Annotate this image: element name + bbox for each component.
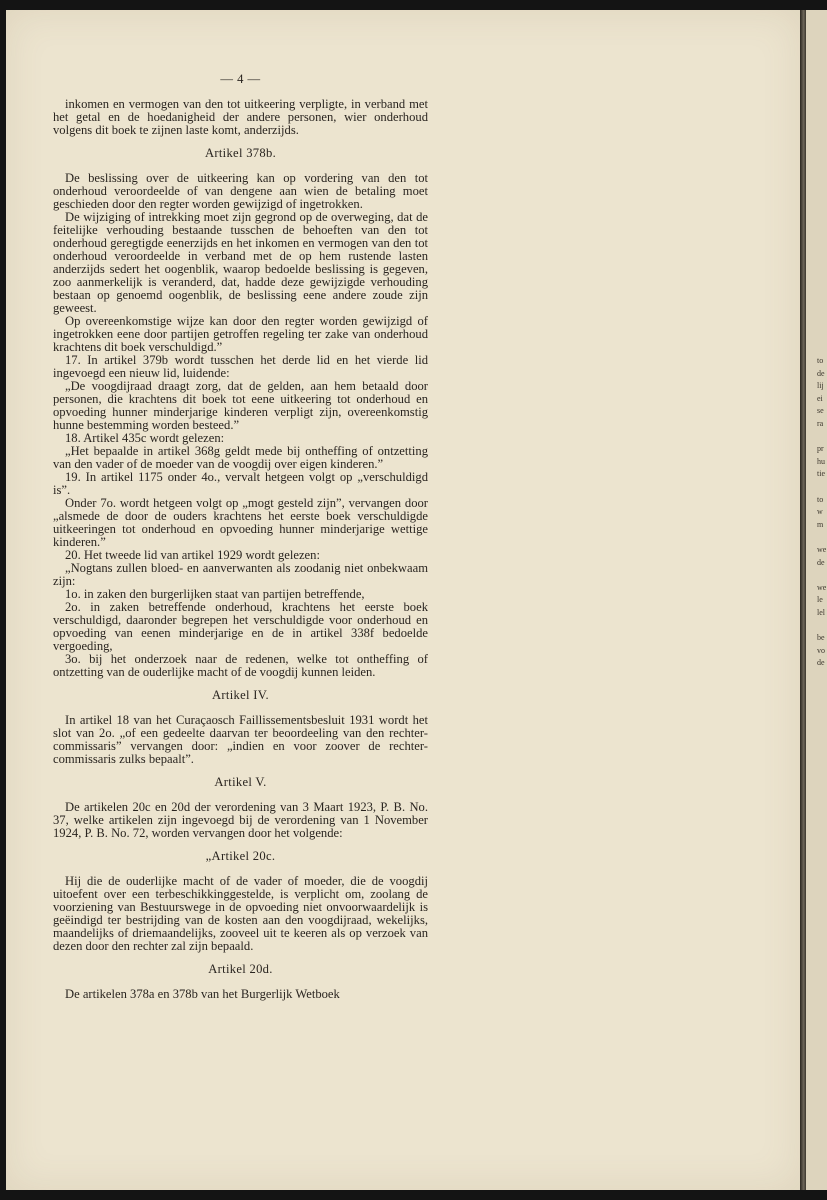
next-page-fragment: be <box>817 633 825 643</box>
paragraph: De artikelen 378a en 378b van het Burgerlijk Wetboek <box>65 987 340 1001</box>
next-page-fragment: pr <box>817 444 824 454</box>
paragraph: inkomen en vermogen van den tot uitkeering verpligte, in verband met het getal en de hoedanigheid der andere personen, wier onderhoud volgens dit boek te zijnen laste komt, anderzijds. <box>53 97 428 137</box>
article-heading: Artikel IV. <box>212 688 269 702</box>
paragraph: Hij die de ouderlijke macht of de vader of moeder, die de voogdij uitoefent over een terbeschikkinggestelde, is verplicht om, zoolang de voorziening van Bestuurswege in de opvoeding niet onvoorwaardelijk is geëindigd ter bestrijding van de kosten aan den voogdijraad, wekelijks, maandelijks of driemaandelijks, zooveel uit te keeren als op verzoek van dezen door den rechter zal zijn bepaald. <box>53 874 428 953</box>
next-page-fragment: lij <box>817 381 824 391</box>
next-page-fragment: we <box>817 582 827 592</box>
next-page-fragment: w <box>817 507 823 517</box>
next-page-fragment: to <box>817 356 824 365</box>
next-page-fragment: tie <box>817 469 825 479</box>
next-page-fragment: le <box>817 595 823 605</box>
paragraph: 18. Artikel 435c wordt gelezen: <box>65 431 225 445</box>
page-content <box>53 73 428 1001</box>
paragraph: 1o. in zaken den burgerlijken staat van partijen betreffende, <box>65 587 365 601</box>
paragraph: 17. In artikel 379b wordt tusschen het derde lid en het vierde lid ingevoegd een nieuw lid, luidende: <box>53 353 428 380</box>
paragraph: In artikel 18 van het Curaçaosch Faillissementsbesluit 1931 wordt het slot van 2o. „of een gedeelte daarvan ter beoordeeling van den rechter-commissaris” vervangen door: „indien en voor zoover de rechter-commissaris zulks bepaalt”. <box>53 713 428 766</box>
next-page-fragment: de <box>817 658 825 668</box>
paragraph: „De voogdijraad draagt zorg, dat de gelden, aan hem betaald door personen, die krachtens dit boek tot eene uitkeering tot onderhoud en opvoeding hunner minderjarige kinderen verpligt zijn, overeenkomstig hunne bestemming worden besteed.” <box>53 379 428 432</box>
paragraph: „Nogtans zullen bloed- en aanverwanten als zoodanig niet onbekwaam zijn: <box>53 561 428 588</box>
next-page-fragment: se <box>817 406 824 416</box>
next-page-fragment: ei <box>817 393 823 403</box>
next-page-fragment: de <box>817 368 825 378</box>
article-heading: „Artikel 20c. <box>205 849 276 863</box>
article-heading: Artikel 20d. <box>208 962 273 976</box>
paragraph: Onder 7o. wordt hetgeen volgt op „mogt gesteld zijn”, vervangen door „alsmede de door de ouders krachtens het eerste boek verschuldigde uitkeeringen tot onderhoud en opvoeding hunner minderjarige wettige kinderen.” <box>53 496 428 549</box>
text-body <box>53 98 428 1001</box>
paragraph: 20. Het tweede lid van artikel 1929 wordt gelezen: <box>65 548 320 562</box>
page-number: — 4 — <box>220 72 261 86</box>
next-page-fragment: hu <box>817 456 825 466</box>
next-page-fragment: m <box>817 519 824 529</box>
next-page-fragment: to <box>817 494 824 504</box>
next-page-fragment: vo <box>817 645 825 655</box>
paragraph: Op overeenkomstige wijze kan door den regter worden gewijzigd of ingetrokken eene door partijen getroffen regeling ter zake van onderhoud krachtens dit boek verschuldigd.” <box>53 314 428 354</box>
paragraph: De wijziging of intrekking moet zijn gegrond op de overweging, dat de feitelijke verhouding bestaande tusschen de behoeften van den tot onderhoud geregtigde eenerzijds en het inkomen en vermogen van den tot onderhoud veroordeelde in verband met de op hem rustende lasten anderzijds sedert het oogenblik, waarop bedoelde beslissing is gegeven, zoo aanmerkelijk is veranderd, dat, hadde deze gewijzigde verhouding bestaan op genoemd oogenblik, de beslissing eene andere zoude zijn geweest. <box>53 210 428 315</box>
paragraph: 19. In artikel 1175 onder 4o., vervalt hetgeen volgt op „verschuldigd is”. <box>53 470 428 497</box>
paragraph: „Het bepaalde in artikel 368g geldt mede bij ontheffing of ontzetting van den vader of de moeder van de voogdij over eigen kinderen.” <box>53 444 428 471</box>
next-page-fragment: ra <box>817 419 824 428</box>
article-heading: Artikel V. <box>214 775 267 789</box>
article-heading: Artikel 378b. <box>204 146 277 160</box>
next-page-fragment: we <box>817 545 827 554</box>
next-page-fragment: de <box>817 557 825 567</box>
next-page-edge <box>806 10 827 1190</box>
paragraph: De artikelen 20c en 20d der verordening van 3 Maart 1923, P. B. No. 37, welke artikelen zijn ingevoegd bij de verordening van 1 November 1924, P. B. No. 72, worden vervangen door het volgende: <box>53 800 428 840</box>
next-page-fragment: lel <box>817 608 825 617</box>
paragraph: 2o. in zaken betreffende onderhoud, krachtens het eerste boek verschuldigd, daaronder begrepen het verschuldigde voor onderhoud en opvoeding van eenen minderjarige en de in artikel 338f bedoelde vergoeding, <box>53 600 428 653</box>
paragraph: De beslissing over de uitkeering kan op vordering van den tot onderhoud veroordeelde of van dengene aan wien de betaling moet geschieden door den regter worden gewijzigd of ingetrokken. <box>53 171 428 211</box>
paragraph: 3o. bij het onderzoek naar de redenen, welke tot ontheffing of ontzetting van de ouderlijke macht of de voogdij kunnen leiden. <box>53 652 428 679</box>
